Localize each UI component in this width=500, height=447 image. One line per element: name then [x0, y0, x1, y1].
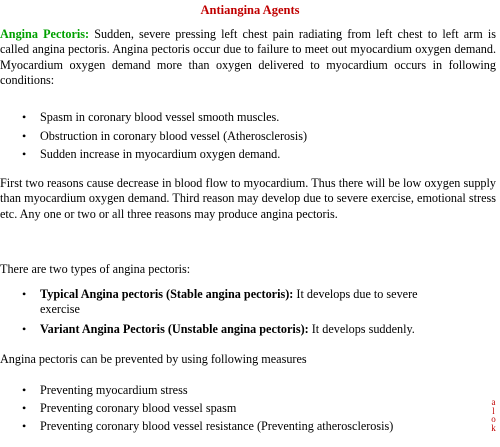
conditions-list	[0, 110, 470, 166]
condition-text: Sudden increase in myocardium oxygen demand.	[40, 147, 281, 161]
list-item	[0, 401, 470, 419]
bullet-icon: •	[22, 147, 27, 161]
side-letter: a	[491, 397, 496, 407]
intro-paragraph	[0, 27, 496, 89]
list-item	[0, 110, 470, 129]
condition-text: Obstruction in coronary blood vessel (Atherosclerosis)	[40, 128, 308, 143]
types-list	[0, 287, 498, 343]
type-desc-continued: exercise	[40, 301, 80, 316]
list-item	[0, 129, 470, 148]
document-title: Antiangina Agents	[200, 3, 300, 17]
bullet-icon: •	[22, 322, 27, 336]
intro-text: Sudden, severe pressing left chest pain radiating from left chest to left arm is called angina pectoris. Angina pectoris occur due to failure to meet out myocardium oxygen demand. Myocardium oxygen demand more than oxygen delivered to myocardium occurs in following conditions:	[0, 27, 496, 88]
bullet-icon: •	[22, 287, 27, 301]
list-item	[0, 287, 498, 316]
prevention-list	[0, 383, 470, 437]
type-name: Variant Angina Pectoris (Unstable angina pectoris):	[40, 322, 309, 336]
type-name: Typical Angina pectoris (Stable angina pectoris):	[40, 287, 294, 301]
side-letter: k	[491, 422, 496, 433]
explanation-paragraph: First two reasons cause decrease in blood flow to myocardium. Thus there will be low oxygen supply than myocardium oxygen demand. Third reason may develop due to severe exercise, emotional stress etc. Any one or two or all three reasons may produce angina pectoris.	[0, 176, 496, 221]
bullet-icon: •	[22, 401, 27, 415]
list-item	[0, 383, 470, 401]
prevention-intro: Angina pectoris can be prevented by using following measures	[0, 352, 307, 366]
side-letter: l	[492, 405, 495, 416]
type-desc: It develops due to severe	[293, 287, 418, 301]
list-item	[0, 419, 470, 437]
angina-pectoris-term: Angina Pectoris:	[0, 27, 90, 41]
bullet-icon: •	[22, 110, 27, 124]
type-desc: It develops suddenly.	[308, 322, 415, 336]
bullet-icon: •	[22, 419, 27, 433]
list-item	[0, 322, 498, 337]
list-item	[0, 147, 470, 166]
prevention-text: Preventing coronary blood vessel spasm	[40, 401, 237, 415]
side-vertical-text	[489, 398, 498, 432]
prevention-text: Preventing coronary blood vessel resistance (Preventing atherosclerosis)	[40, 419, 394, 433]
bullet-icon: •	[22, 128, 27, 143]
side-letter: o	[491, 414, 496, 424]
condition-text: Spasm in coronary blood vessel smooth muscles.	[40, 110, 280, 124]
prevention-text: Preventing myocardium stress	[40, 383, 188, 397]
types-intro: There are two types of angina pectoris:	[0, 262, 191, 276]
bullet-icon: •	[22, 383, 27, 397]
